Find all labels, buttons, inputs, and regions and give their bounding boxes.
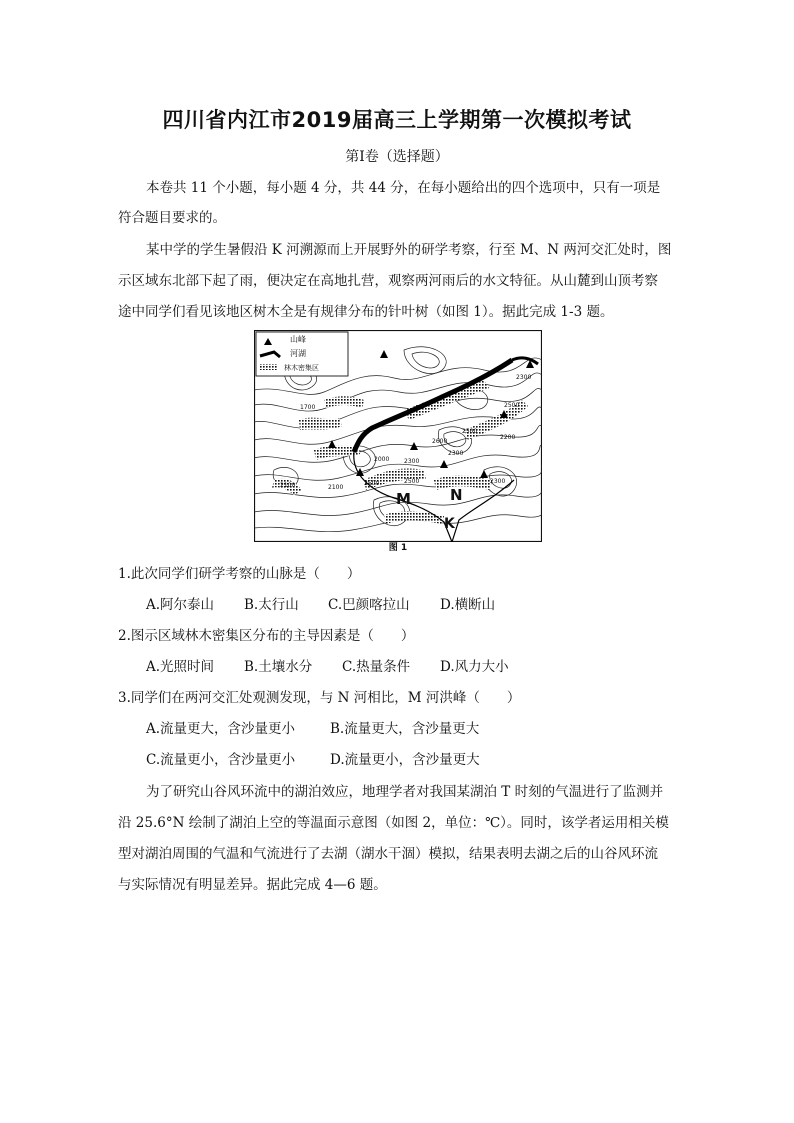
intro-line-2: 符合题目要求的。 — [118, 210, 226, 226]
question-3-options-row-2 — [146, 748, 480, 768]
figure-1-topographic-map — [254, 330, 542, 542]
question-3-stem: 3.同学们在两河交汇处观测发现，与 N 河相比，M 河洪峰（ ） — [118, 690, 521, 706]
option: A.流量更大，含沙量更小 — [146, 721, 296, 737]
question-2-options — [146, 655, 509, 675]
option: C.热量条件 — [342, 659, 411, 675]
figure-1-caption: 图 1 — [388, 543, 408, 553]
contour-label: 2300 — [516, 374, 532, 381]
contour-label: 2300 — [404, 458, 420, 465]
passage2-line-3: 型对湖泊周围的气温和气流进行了去湖（湖水干涸）模拟，结果表明去湖之后的山谷风环流 — [118, 846, 658, 862]
legend-peak-label: 山峰 — [290, 335, 306, 344]
option: D.风力大小 — [440, 659, 509, 675]
legend-forest-icon — [260, 364, 278, 370]
intro-line-1: 本卷共 11 个小题，每小题 4 分，共 44 分，在每小题给出的四个选项中，只有一项是 — [146, 180, 661, 196]
option: D.横断山 — [440, 597, 496, 613]
contour-label: 2500 — [364, 480, 380, 487]
passage1-line-3: 途中同学们看见该地区树木全是有规律分布的针叶树（如图 1）。据此完成 1-3 题。 — [118, 304, 614, 320]
question-1-options — [146, 593, 495, 613]
passage2-line-1: 为了研究山谷风环流中的湖泊效应，地理学者对我国某湖泊 T 时刻的气温进行了监测并 — [146, 784, 664, 800]
contour-label: 2500 — [504, 402, 520, 409]
contour-label: 2100 — [328, 484, 344, 491]
page-title: 四川省内江市2019届高三上学期第一次模拟考试 — [162, 108, 632, 132]
passage2-line-2: 沿 25.6°N 绘制了湖泊上空的等温面示意图（如图 2，单位：℃）。同时，该学者运用相关模 — [118, 815, 669, 831]
topographic-map-svg — [254, 330, 542, 542]
option: C.流量更小，含沙量更小 — [146, 752, 296, 768]
question-2-stem: 2.图示区域林木密集区分布的主导因素是（ ） — [118, 628, 415, 644]
option: D.流量更小，含沙量更大 — [330, 752, 480, 768]
section-heading: 第Ⅰ卷（选择题） — [345, 149, 449, 165]
contour-label: 2100 — [280, 482, 296, 489]
option: B.土壤水分 — [244, 659, 313, 675]
option: B.太行山 — [244, 597, 299, 613]
passage2-line-4: 与实际情况有明显差异。据此完成 4—6 题。 — [118, 877, 387, 893]
option: A.光照时间 — [146, 659, 215, 675]
passage1-line-1: 某中学的学生暑假沿 K 河溯源而上开展野外的研学考察，行至 M、N 两河交汇处时，图 — [146, 242, 672, 258]
question-3-options-row-1 — [146, 717, 479, 737]
contour-label: 2600 — [432, 438, 448, 445]
point-k-label: K — [444, 516, 455, 532]
contour-label: 2500 — [462, 428, 478, 435]
option: A.阿尔泰山 — [146, 597, 215, 613]
contour-label: 2300 — [448, 450, 464, 457]
passage1-line-2: 示区域东北部下起了雨，便决定在高地扎营，观察两河雨后的水文特征。从山麓到山顶考察 — [118, 273, 658, 289]
point-m-label: M — [396, 490, 411, 508]
contour-label: 2000 — [374, 456, 390, 463]
legend-forest-label: 林木密集区 — [284, 364, 319, 372]
question-1-stem: 1.此次同学们研学考察的山脉是（ ） — [118, 566, 361, 582]
contour-label: 2200 — [500, 434, 516, 441]
contour-label: 2500 — [404, 478, 420, 485]
option: B.流量更大，含沙量更大 — [330, 721, 480, 737]
legend-river-label: 河湖 — [290, 349, 306, 358]
option: C.巴颜喀拉山 — [328, 597, 410, 613]
point-n-label: N — [450, 486, 463, 504]
contour-label: 2300 — [490, 478, 506, 485]
contour-label: 1700 — [300, 404, 316, 411]
